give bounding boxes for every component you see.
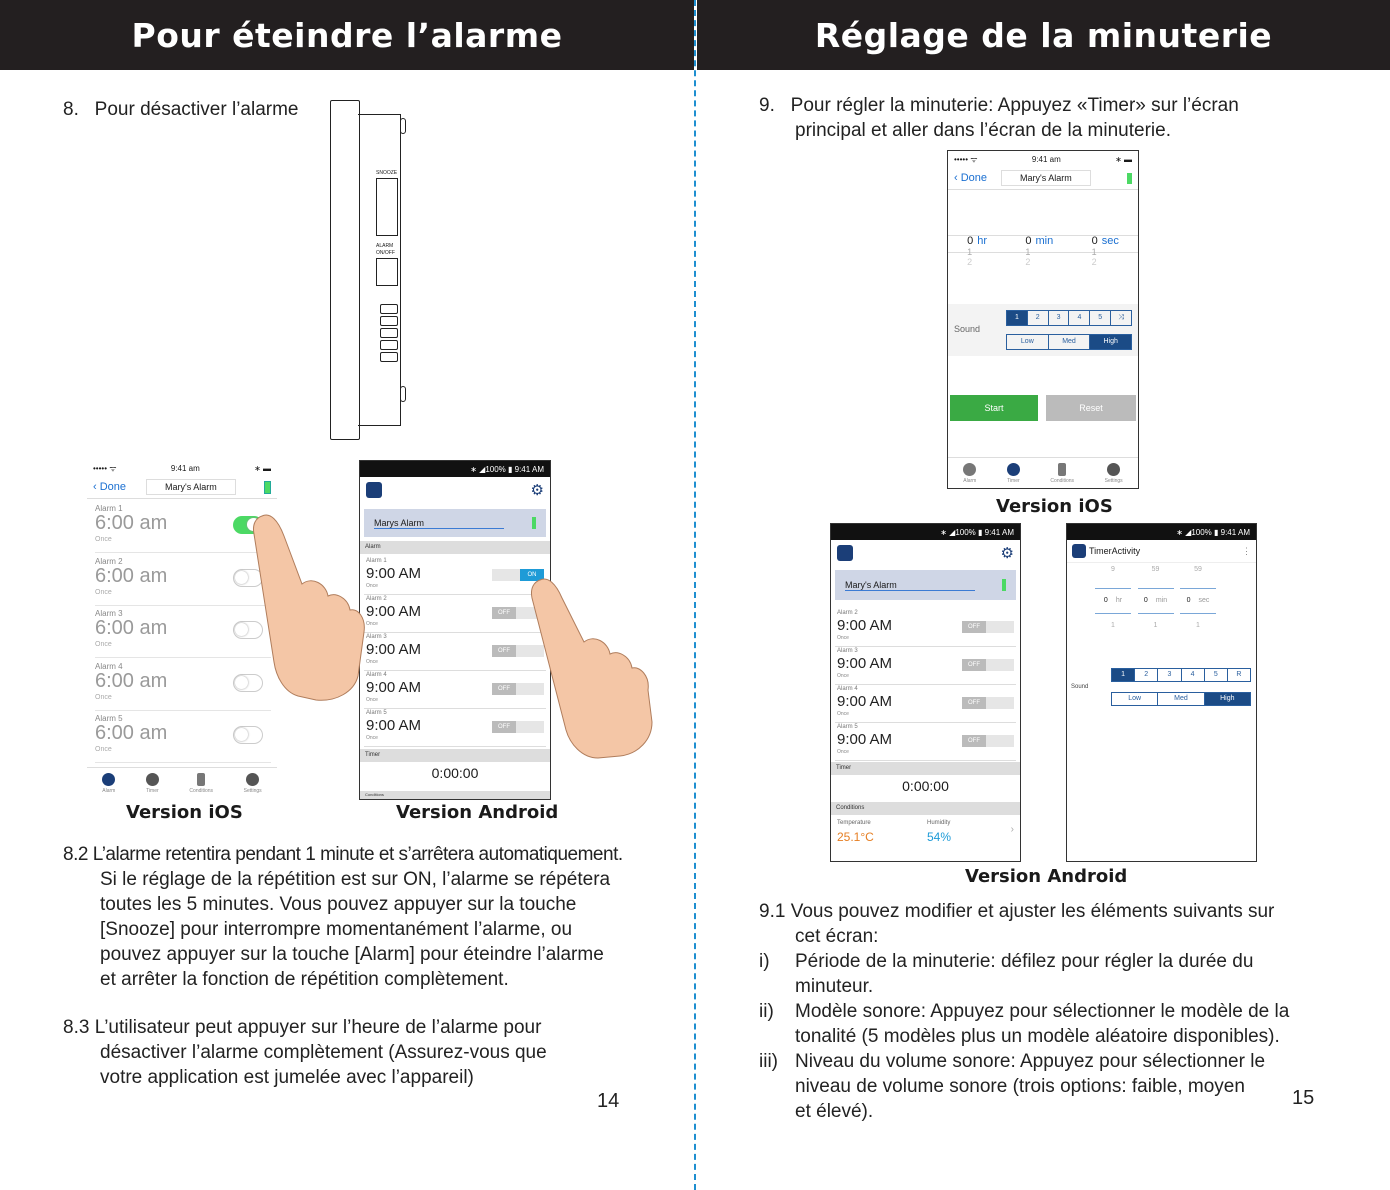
switch-state: ON xyxy=(520,569,544,581)
picker-column[interactable] xyxy=(1180,566,1216,629)
segment-option[interactable]: 4 xyxy=(1181,669,1204,681)
timer-readout[interactable]: 0:00:00 xyxy=(902,778,949,794)
gear-icon xyxy=(246,773,259,786)
ios-navbar xyxy=(948,167,1138,190)
temperature-label: Temperature xyxy=(837,820,871,826)
alarm-repeat: Once xyxy=(95,693,112,701)
alarm-button-label-2: ON/OFF xyxy=(376,250,395,256)
segment-option[interactable]: Med xyxy=(1157,693,1203,705)
temperature-value: 25.1°C xyxy=(837,830,874,844)
caption-ios-left: Version iOS xyxy=(126,802,243,823)
alarm-row[interactable] xyxy=(364,594,546,633)
alarm-switch[interactable] xyxy=(962,735,1014,747)
app-logo-icon xyxy=(837,545,853,561)
sound-label: Sound xyxy=(954,324,981,334)
tab-timer[interactable]: Timer xyxy=(1007,463,1020,484)
ios-status-bar: ••••• ᯤ 9:41 am ∗ ▬ xyxy=(954,154,1132,164)
alarm-label: Alarm 4 xyxy=(366,672,387,678)
alarm-time[interactable]: 9:00 AM xyxy=(837,731,893,748)
segment-option[interactable]: 3 xyxy=(1157,669,1180,681)
picker-column[interactable] xyxy=(1092,235,1119,267)
picker-next: 1 xyxy=(967,247,973,257)
picker-next: 1 xyxy=(1091,247,1097,257)
list-item-line: tonalité (5 modèles plus un modèle aléatoire disponibles). xyxy=(795,1026,1280,1047)
picker-unit: min xyxy=(1155,597,1168,604)
segment-option[interactable]: 3 xyxy=(1048,311,1069,325)
paragraph-8-3: 8.3 L’utilisateur peut appuyer sur l’heure de l’alarme pour désactiver l’alarme complètement (Assurez-vous que votre application est jumelée avec l’appareil) xyxy=(63,1017,547,1088)
activity-title: TimerActivity xyxy=(1089,546,1141,556)
battery-icon xyxy=(1127,173,1132,184)
tab-alarm[interactable]: Alarm xyxy=(102,773,115,794)
alarm-row[interactable] xyxy=(95,710,271,763)
picker-next: 1 xyxy=(1111,622,1115,629)
picker-column[interactable] xyxy=(1095,566,1131,629)
volume-selector[interactable] xyxy=(1006,334,1132,350)
list-item xyxy=(759,1049,1319,1124)
device-card[interactable] xyxy=(835,570,1016,600)
ios-timer-screen xyxy=(947,150,1139,489)
alarm-time[interactable]: 9:00 AM xyxy=(366,603,422,620)
conditions-section-header: Conditions xyxy=(360,791,550,799)
alarm-row[interactable] xyxy=(364,556,546,595)
list-item-number: iii) xyxy=(759,1051,778,1072)
picker-value: 0 xyxy=(1025,235,1032,247)
picker-next: 2 xyxy=(1025,257,1031,267)
segment-option[interactable]: High xyxy=(1089,335,1131,349)
list-item-number: ii) xyxy=(759,1001,774,1022)
picker-next: 1 xyxy=(1153,622,1158,629)
alarm-repeat: Once xyxy=(366,735,378,741)
switch-state: OFF xyxy=(492,721,516,733)
alarm-clock-icon xyxy=(102,773,115,786)
sound-settings xyxy=(948,304,1138,356)
switch-state: OFF xyxy=(962,621,986,633)
tab-conditions[interactable]: Conditions xyxy=(1050,463,1074,484)
timer-icon xyxy=(1007,463,1020,476)
battery-icon xyxy=(1002,579,1006,591)
segment-option[interactable]: 1 xyxy=(1007,311,1027,325)
switch-state: OFF xyxy=(962,735,986,747)
device-name-field[interactable]: Mary's Alarm xyxy=(1001,170,1091,186)
timer-options-list xyxy=(759,949,1319,1124)
segment-option[interactable]: 5 xyxy=(1204,669,1227,681)
alarm-label: Alarm 4 xyxy=(837,686,858,692)
picker-unit: sec xyxy=(1101,235,1119,247)
switch-state: OFF xyxy=(492,645,516,657)
alarm-label: Alarm 3 xyxy=(95,609,123,618)
list-item-line: niveau de volume sonore (trois options: faible, moyen xyxy=(795,1076,1245,1097)
battery-icon xyxy=(264,481,271,494)
timer-section-header: Timer xyxy=(831,762,1020,775)
picker-prev: 59 xyxy=(1138,566,1174,589)
alarm-time[interactable]: 9:00 AM xyxy=(366,717,422,734)
pointing-hand-illustration-ios xyxy=(240,506,370,706)
segment-option[interactable]: 2 xyxy=(1134,669,1157,681)
sound-pattern-selector[interactable] xyxy=(1006,310,1132,326)
alarm-time[interactable]: 9:00 AM xyxy=(837,617,893,634)
device-name: Mary's Alarm xyxy=(845,580,975,591)
segment-option[interactable]: R xyxy=(1227,669,1250,681)
picker-column[interactable] xyxy=(1138,566,1174,629)
snooze-button-label: SNOOZE xyxy=(376,170,398,176)
picker-next: 1 xyxy=(1025,247,1031,257)
alarm-label: Alarm 2 xyxy=(95,556,123,566)
picker-column[interactable] xyxy=(1025,235,1053,267)
picker-value: 0 xyxy=(1091,235,1098,247)
ios-navbar xyxy=(87,476,277,499)
tab-conditions[interactable]: Conditions xyxy=(189,773,213,794)
alarm-time[interactable]: 6:00 am xyxy=(95,722,168,744)
pointing-hand-illustration-android xyxy=(520,572,670,762)
segment-option[interactable]: Low xyxy=(1020,338,1034,345)
switch-state: OFF xyxy=(962,659,986,671)
list-item-line: Niveau du volume sonore: Appuyez pour sélectionner le xyxy=(795,1051,1266,1072)
alarm-label: Alarm 2 xyxy=(366,596,387,602)
alarm-row[interactable] xyxy=(835,646,1016,685)
app-logo-icon xyxy=(366,482,382,498)
alarm-label: Alarm 3 xyxy=(366,634,387,640)
thermometer-icon xyxy=(197,773,205,786)
alarm-time[interactable]: 9:00 AM xyxy=(837,655,893,672)
alarm-repeat: Once xyxy=(95,746,112,753)
alarm-section-header: Alarm xyxy=(360,541,550,554)
picker-value: 0 xyxy=(1143,597,1148,604)
picker-next: 2 xyxy=(967,257,973,267)
segment-option[interactable]: 4 xyxy=(1068,311,1089,325)
segment-option[interactable]: High xyxy=(1204,693,1250,705)
picker-prev: 9 xyxy=(1095,566,1131,589)
switch-state: OFF xyxy=(962,697,986,709)
volume-selector[interactable] xyxy=(1111,692,1251,706)
alarm-time[interactable]: 9:00 AM xyxy=(366,641,422,658)
android-main-screen xyxy=(830,523,1021,862)
alarm-row[interactable] xyxy=(364,708,546,747)
segment-option[interactable]: 1 xyxy=(1112,669,1134,681)
sound-settings xyxy=(1067,664,1256,712)
timer-section-header: Timer xyxy=(360,749,550,762)
alarm-repeat: Once xyxy=(95,641,112,648)
picker-value: 0 xyxy=(967,235,974,247)
right-page-title: Réglage de la minuterie xyxy=(697,0,1390,70)
list-item-number: i) xyxy=(759,951,770,972)
picker-prev: 59 xyxy=(1180,566,1216,589)
android-status-bar: ∗ ◢100% ▮ 9:41 AM xyxy=(1067,524,1256,540)
alarm-clock-icon xyxy=(963,463,976,476)
page-divider xyxy=(694,0,696,1190)
overflow-menu-icon[interactable]: ⋮ xyxy=(1242,545,1251,556)
alarm-row[interactable] xyxy=(835,722,1016,761)
conditions-row[interactable] xyxy=(835,818,1016,854)
step-8-text: 8. Pour désactiver l’alarme xyxy=(63,99,299,120)
timer-picker[interactable] xyxy=(1067,566,1256,656)
alarm-repeat: Once xyxy=(837,635,849,641)
alarm-switch[interactable] xyxy=(962,621,1014,633)
alarm-repeat: Once xyxy=(366,583,378,589)
caption-android-right: Version Android xyxy=(965,866,1128,887)
battery-icon xyxy=(532,517,536,529)
paragraph-9-1: 9.1 Vous pouvez modifier et ajuster les éléments suivants sur cet écran: xyxy=(759,901,1275,947)
alarm-repeat: Once xyxy=(366,697,378,703)
segment-option[interactable]: Med xyxy=(1048,335,1090,349)
alarm-label: Alarm 1 xyxy=(366,558,387,564)
list-item xyxy=(759,949,1319,999)
start-button[interactable]: Start xyxy=(950,395,1038,421)
alarm-repeat: Once xyxy=(837,749,849,755)
gear-icon xyxy=(1107,463,1120,476)
switch-state: OFF xyxy=(492,607,516,619)
picker-next: 1 xyxy=(1196,622,1200,629)
device-name-field[interactable]: Mary's Alarm xyxy=(146,479,236,495)
android-status-bar: ∗ ◢100% ▮ 9:41 AM xyxy=(831,524,1020,540)
back-button[interactable]: ‹ Done xyxy=(954,172,988,184)
humidity-label: Humidity xyxy=(927,820,951,826)
reset-button[interactable]: Reset xyxy=(1046,395,1136,421)
back-button[interactable]: ‹ Done xyxy=(93,481,127,493)
picker-value: 0 xyxy=(1186,597,1191,604)
ios-tab-bar xyxy=(948,457,1138,488)
page-number-right: 15 xyxy=(1292,1087,1315,1109)
snooze-button xyxy=(376,178,398,236)
picker-unit: hr xyxy=(977,235,988,247)
step-9-text: 9. Pour régler la minuterie: Appuyez «Timer» sur l’écran principal et aller dans l’écran de la minuterie. xyxy=(759,95,1239,141)
timer-readout[interactable]: 0:00:00 xyxy=(431,765,479,781)
tab-settings[interactable]: Settings xyxy=(244,773,262,794)
alarm-repeat: Once xyxy=(366,659,378,665)
list-item-line: et élevé). xyxy=(795,1101,874,1122)
thermometer-icon xyxy=(1058,463,1066,476)
alarm-onoff-button xyxy=(376,258,398,286)
tab-alarm[interactable]: Alarm xyxy=(963,463,976,484)
alarm-row[interactable] xyxy=(364,632,546,671)
alarm-label: Alarm 5 xyxy=(366,710,387,716)
alarm-repeat: Once xyxy=(95,588,112,596)
humidity-value: 54% xyxy=(927,830,952,844)
segment-option[interactable]: ⤨ xyxy=(1110,311,1131,325)
android-status-bar: ∗ ◢100% ▮ 9:41 AM xyxy=(360,461,550,477)
alarm-time[interactable]: 6:00 am xyxy=(95,564,168,587)
picker-column[interactable] xyxy=(967,235,987,267)
alarm-toggle[interactable] xyxy=(233,726,263,744)
alarm-repeat: Once xyxy=(366,621,378,627)
duration-picker[interactable] xyxy=(948,235,1138,285)
android-toolbar xyxy=(360,477,550,503)
tab-settings[interactable]: Settings xyxy=(1105,463,1123,484)
segment-option[interactable]: Low xyxy=(1128,695,1142,702)
alarm-label: Alarm 3 xyxy=(837,648,858,654)
device-side-illustration xyxy=(330,100,406,440)
alarm-time[interactable]: 9:00 AM xyxy=(366,679,422,696)
sound-pattern-selector[interactable] xyxy=(1111,668,1251,682)
alarm-switch[interactable] xyxy=(962,659,1014,671)
picker-unit: sec xyxy=(1198,597,1210,604)
alarm-time[interactable]: 9:00 AM xyxy=(837,693,893,710)
list-item xyxy=(759,999,1319,1049)
sound-label: Sound xyxy=(1071,684,1089,690)
picker-value: 0 xyxy=(1103,597,1108,604)
device-side-buttons xyxy=(380,304,398,364)
alarm-repeat: Once xyxy=(95,536,112,543)
android-timer-toolbar xyxy=(1067,540,1256,563)
page-number-left: 14 xyxy=(597,1090,620,1112)
list-item-line: Modèle sonore: Appuyez pour sélectionner le modèle de la xyxy=(795,1001,1290,1022)
alarm-row[interactable] xyxy=(835,608,1016,647)
paragraph-8-2: 8.2 L’alarme retentira pendant 1 minute et s’arrêtera automatiquement. Si le réglage de la répétition est sur ON, l’alarme se répétera toutes les 5 minutes. Vous pouvez appuyer sur la touche [Snooze] pour interrompre momentanément l’alarme, ou pouvez appuyer sur la touche [Alarm] pour éteindre l’alarme et arrêter la fonction de répétition complètement. xyxy=(63,844,623,990)
list-item-line: Période de la minuterie: défilez pour régler la durée du xyxy=(795,951,1254,972)
alarm-time[interactable]: 6:00 am xyxy=(95,512,168,534)
alarm-label: Alarm 5 xyxy=(837,724,858,730)
chevron-right-icon: › xyxy=(1010,824,1014,835)
alarm-label: Alarm 4 xyxy=(95,661,123,671)
settings-gear-icon[interactable]: ⚙ xyxy=(1000,545,1014,562)
alarm-time[interactable]: 6:00 am xyxy=(95,669,168,692)
alarm-time[interactable]: 6:00 am xyxy=(95,617,168,639)
caption-ios-right: Version iOS xyxy=(996,496,1113,517)
alarm-time[interactable]: 9:00 AM xyxy=(366,565,422,582)
alarm-row[interactable] xyxy=(835,684,1016,723)
picker-unit: hr xyxy=(1115,597,1123,604)
android-timer-screen xyxy=(1066,523,1257,862)
app-logo-icon xyxy=(1072,544,1086,558)
picker-unit: min xyxy=(1035,235,1054,247)
switch-state: OFF xyxy=(492,683,516,695)
alarm-label: Alarm 2 xyxy=(837,610,858,616)
device-name: Marys Alarm xyxy=(374,518,504,529)
conditions-section-header: Conditions xyxy=(831,802,1020,815)
alarm-row[interactable] xyxy=(364,670,546,709)
alarm-button-label: ALARM xyxy=(376,243,394,249)
segment-option[interactable]: 5 xyxy=(1089,311,1110,325)
ios-tab-bar xyxy=(87,767,277,798)
caption-android-left: Version Android xyxy=(396,802,559,823)
alarm-label: Alarm 5 xyxy=(95,714,123,723)
alarm-label: Alarm 1 xyxy=(95,504,123,513)
picker-next: 2 xyxy=(1091,257,1097,267)
alarm-repeat: Once xyxy=(837,673,849,679)
alarm-repeat: Once xyxy=(837,711,849,717)
device-card[interactable] xyxy=(364,509,546,537)
left-page-title: Pour éteindre l’alarme xyxy=(0,0,694,70)
segment-option[interactable]: 2 xyxy=(1027,311,1048,325)
list-item-line: minuteur. xyxy=(795,976,874,997)
tab-timer[interactable]: Timer xyxy=(146,773,159,794)
timer-icon xyxy=(146,773,159,786)
settings-gear-icon[interactable]: ⚙ xyxy=(530,482,544,499)
alarm-switch[interactable] xyxy=(962,697,1014,709)
android-toolbar xyxy=(831,540,1020,566)
ios-status-bar: ••••• ᯤ 9:41 am ∗ ▬ xyxy=(93,463,271,473)
